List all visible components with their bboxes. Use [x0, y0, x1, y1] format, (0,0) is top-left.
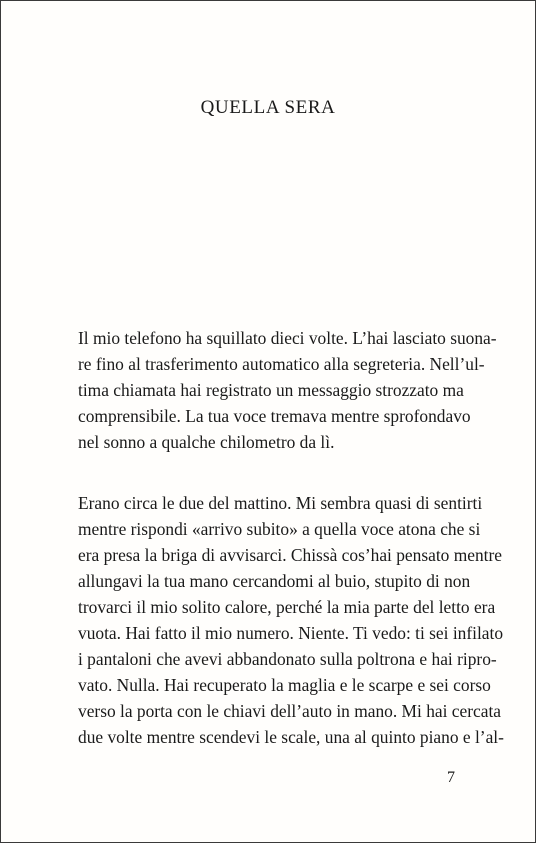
text-line: re fino al trasferimento automatico alla segreteria. Nell’ul- — [78, 354, 485, 374]
paragraph-1 — [78, 325, 497, 455]
text-line: vato. Nulla. Hai recuperato la maglia e le scarpe e sei corso — [78, 675, 491, 695]
text-line: comprensibile. La tua voce tremava mentre sprofondavo — [78, 406, 471, 426]
chapter-title: QUELLA SERA — [200, 97, 336, 118]
text-line: vuota. Hai fatto il mio numero. Niente. Ti vedo: ti sei infilato — [78, 623, 504, 643]
text-line: Il mio telefono ha squillato dieci volte. L’hai lasciato suona- — [78, 328, 497, 348]
text-line: Erano circa le due del mattino. Mi sembra quasi di sentirti — [78, 493, 483, 513]
text-line: era presa la briga di avvisarci. Chissà cos’hai pensato mentre — [78, 545, 502, 565]
text-line: due volte mentre scendevi le scale, una al quinto piano e l’al- — [78, 727, 504, 747]
text-line: tima chiamata hai registrato un messaggio strozzato ma — [78, 380, 464, 400]
text-line: allungavi la tua mano cercandomi al buio, stupito di non — [78, 571, 471, 591]
text-line: trovarci il mio solito calore, perché la mia parte del letto era — [78, 597, 496, 617]
text-line: mentre rispondi «arrivo subito» a quella voce atona che si — [78, 519, 481, 539]
page-number: 7 — [447, 769, 455, 786]
text-line: i pantaloni che avevi abbandonato sulla poltrona e hai ripro- — [78, 649, 497, 669]
text-line: nel sonno a qualche chilometro da lì. — [78, 432, 335, 452]
paragraph-2 — [78, 490, 504, 750]
text-line: verso la porta con le chiavi dell’auto in mano. Mi hai cercata — [78, 701, 502, 721]
